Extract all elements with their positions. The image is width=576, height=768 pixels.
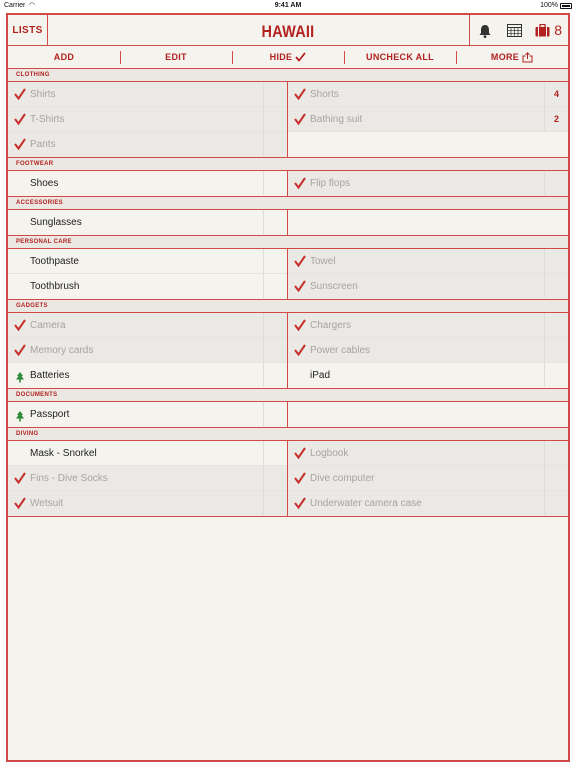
section-header: CLOTHING	[8, 69, 568, 82]
item-label: Shoes	[30, 178, 59, 189]
tree-icon	[15, 409, 25, 420]
tree-icon	[15, 370, 25, 381]
quantity-cell[interactable]	[263, 466, 287, 490]
list-item[interactable]	[8, 466, 287, 491]
item-label: iPad	[310, 370, 331, 381]
list-item[interactable]	[8, 210, 287, 235]
section-header: GADGETS	[8, 300, 568, 313]
quantity-cell[interactable]: 4	[544, 82, 568, 106]
checkmark-icon[interactable]	[293, 471, 307, 485]
header-actions	[469, 15, 568, 46]
section-header: ACCESSORIES	[8, 197, 568, 210]
list-item[interactable]	[288, 171, 568, 196]
checkmark-icon[interactable]	[13, 343, 27, 357]
item-label: Sunglasses	[30, 217, 82, 228]
list-item[interactable]	[8, 82, 287, 107]
list-item[interactable]	[8, 313, 287, 338]
share-icon	[522, 52, 533, 63]
uncheck-all-button[interactable]	[344, 46, 456, 69]
checkmark-icon[interactable]	[293, 254, 307, 268]
section-header: PERSONAL CARE	[8, 236, 568, 249]
item-label: Dive computer	[310, 472, 375, 484]
left-column	[8, 249, 288, 299]
section-header: DIVING	[8, 428, 568, 441]
quantity-cell[interactable]	[263, 363, 287, 387]
left-column	[8, 441, 288, 516]
quantity-cell[interactable]	[263, 132, 287, 156]
calendar-icon[interactable]	[506, 23, 522, 38]
more-button[interactable]	[456, 46, 568, 69]
add-button[interactable]	[8, 46, 120, 69]
item-label: Mask - Snorkel	[30, 447, 97, 459]
quantity-cell[interactable]	[263, 274, 287, 298]
app-frame	[6, 13, 570, 762]
quantity-cell[interactable]	[263, 210, 287, 234]
checkmark-icon[interactable]	[293, 318, 307, 332]
right-column	[288, 313, 568, 388]
item-label: Bathing suit	[310, 113, 363, 125]
item-label: Memory cards	[30, 344, 94, 356]
checkmark-icon[interactable]	[293, 496, 307, 510]
item-count: 8	[554, 22, 562, 38]
item-label: Toothbrush	[30, 281, 80, 292]
quantity-cell[interactable]	[544, 171, 568, 195]
quantity-cell[interactable]	[544, 466, 568, 490]
list-item[interactable]	[288, 249, 568, 274]
header	[8, 15, 568, 46]
hide-button[interactable]	[232, 46, 344, 69]
left-column	[8, 402, 288, 427]
left-column	[8, 313, 288, 388]
list-item[interactable]	[8, 441, 287, 466]
list-item[interactable]	[8, 171, 287, 196]
item-label: Wetsuit	[30, 498, 64, 509]
uncheck-all-label: UNCHECK ALL	[366, 52, 434, 62]
carrier-label: Carrier	[4, 2, 26, 9]
add-label: ADD	[53, 52, 75, 62]
wifi-icon: ◠	[29, 2, 36, 9]
item-label: Logbook	[310, 447, 349, 459]
item-label: Passport	[30, 409, 70, 420]
page-title: HAWAII	[261, 22, 315, 41]
more-label: MORE	[490, 52, 520, 62]
quantity-cell[interactable]	[544, 274, 568, 298]
list-item[interactable]	[8, 363, 287, 388]
quantity-cell[interactable]	[263, 491, 287, 515]
quantity-cell[interactable]	[544, 313, 568, 337]
item-label: Sunscreen	[310, 281, 358, 292]
right-column	[288, 82, 568, 157]
checkmark-icon[interactable]	[293, 112, 307, 126]
right-column	[288, 402, 568, 427]
list-item[interactable]	[8, 402, 287, 427]
toolbar	[8, 46, 568, 69]
left-column	[8, 210, 288, 235]
item-label: Towel	[310, 255, 336, 267]
quantity-cell[interactable]	[544, 363, 568, 387]
list-item[interactable]	[8, 249, 287, 274]
item-label: Underwater camera case	[310, 498, 422, 509]
quantity-cell[interactable]	[263, 107, 287, 131]
item-label: Camera	[30, 319, 66, 331]
list-item[interactable]	[8, 107, 287, 132]
checkmark-icon[interactable]	[13, 496, 27, 510]
checkmark-icon[interactable]	[293, 343, 307, 357]
suitcase-icon[interactable]	[534, 23, 550, 38]
item-label: Shorts	[310, 88, 339, 100]
checkmark-icon[interactable]	[293, 446, 307, 460]
list-item[interactable]	[8, 338, 287, 363]
empty-slot	[288, 132, 568, 157]
section-body	[8, 402, 568, 428]
lists-button[interactable]: LISTS	[8, 15, 48, 46]
section-body	[8, 82, 568, 158]
quantity-cell[interactable]	[263, 82, 287, 106]
quantity-cell[interactable]	[544, 491, 568, 515]
item-label: Chargers	[310, 319, 352, 331]
left-column	[8, 82, 288, 157]
checkmark-icon[interactable]	[13, 112, 27, 126]
list-item[interactable]	[288, 491, 568, 516]
right-column	[288, 441, 568, 516]
section-body	[8, 441, 568, 517]
section-header: FOOTWEAR	[8, 158, 568, 171]
checkmark-icon[interactable]	[13, 318, 27, 332]
item-label: Flip flops	[310, 178, 351, 189]
section-body	[8, 171, 568, 197]
checkmark-icon[interactable]	[293, 87, 307, 101]
empty-slot	[288, 402, 568, 427]
hide-label: HIDE	[269, 52, 293, 62]
item-label: Shirts	[30, 88, 56, 100]
list-item[interactable]	[288, 82, 568, 107]
item-label: Batteries	[30, 370, 70, 381]
battery-percent: 100%	[540, 2, 558, 9]
edit-label: EDIT	[165, 52, 187, 62]
packing-list	[8, 69, 568, 517]
list-item[interactable]	[288, 441, 568, 466]
battery-icon	[560, 3, 572, 9]
list-item[interactable]	[288, 466, 568, 491]
quantity-cell[interactable]	[263, 249, 287, 273]
checkmark-icon[interactable]	[13, 471, 27, 485]
bell-icon[interactable]	[478, 23, 492, 38]
list-item[interactable]	[8, 132, 287, 157]
quantity-cell[interactable]	[263, 313, 287, 337]
quantity-cell[interactable]	[544, 441, 568, 465]
list-item[interactable]	[288, 107, 568, 132]
list-item[interactable]	[288, 313, 568, 338]
list-item[interactable]	[8, 274, 287, 299]
checkmark-icon[interactable]	[13, 87, 27, 101]
left-column	[8, 171, 288, 196]
list-item[interactable]	[288, 363, 568, 388]
item-label: Fins - Dive Socks	[30, 472, 108, 484]
checkmark-icon[interactable]	[293, 176, 307, 190]
list-item[interactable]	[8, 491, 287, 516]
item-label: Power cables	[310, 344, 371, 356]
quantity-cell[interactable]	[544, 338, 568, 362]
item-label: Pants	[30, 139, 56, 150]
status-time: 9:41 AM	[274, 2, 302, 9]
list-item[interactable]	[288, 338, 568, 363]
checkmark-icon[interactable]	[13, 137, 27, 151]
section-header: DOCUMENTS	[8, 389, 568, 402]
status-bar	[0, 0, 576, 12]
section-body	[8, 210, 568, 236]
right-column	[288, 210, 568, 235]
empty-slot	[288, 210, 568, 235]
item-label: Toothpaste	[30, 255, 79, 267]
quantity-cell[interactable]	[263, 402, 287, 426]
check-icon	[295, 52, 306, 62]
quantity-cell[interactable]	[263, 171, 287, 195]
section-body	[8, 313, 568, 389]
section-body	[8, 249, 568, 300]
checkmark-icon[interactable]	[293, 279, 307, 293]
quantity-cell[interactable]: 2	[544, 107, 568, 131]
list-item[interactable]	[288, 274, 568, 299]
right-column	[288, 171, 568, 196]
quantity-cell[interactable]	[263, 338, 287, 362]
quantity-cell[interactable]	[544, 249, 568, 273]
quantity-cell[interactable]	[263, 441, 287, 465]
edit-button[interactable]	[120, 46, 232, 69]
right-column	[288, 249, 568, 299]
item-label: T-Shirts	[30, 113, 65, 125]
